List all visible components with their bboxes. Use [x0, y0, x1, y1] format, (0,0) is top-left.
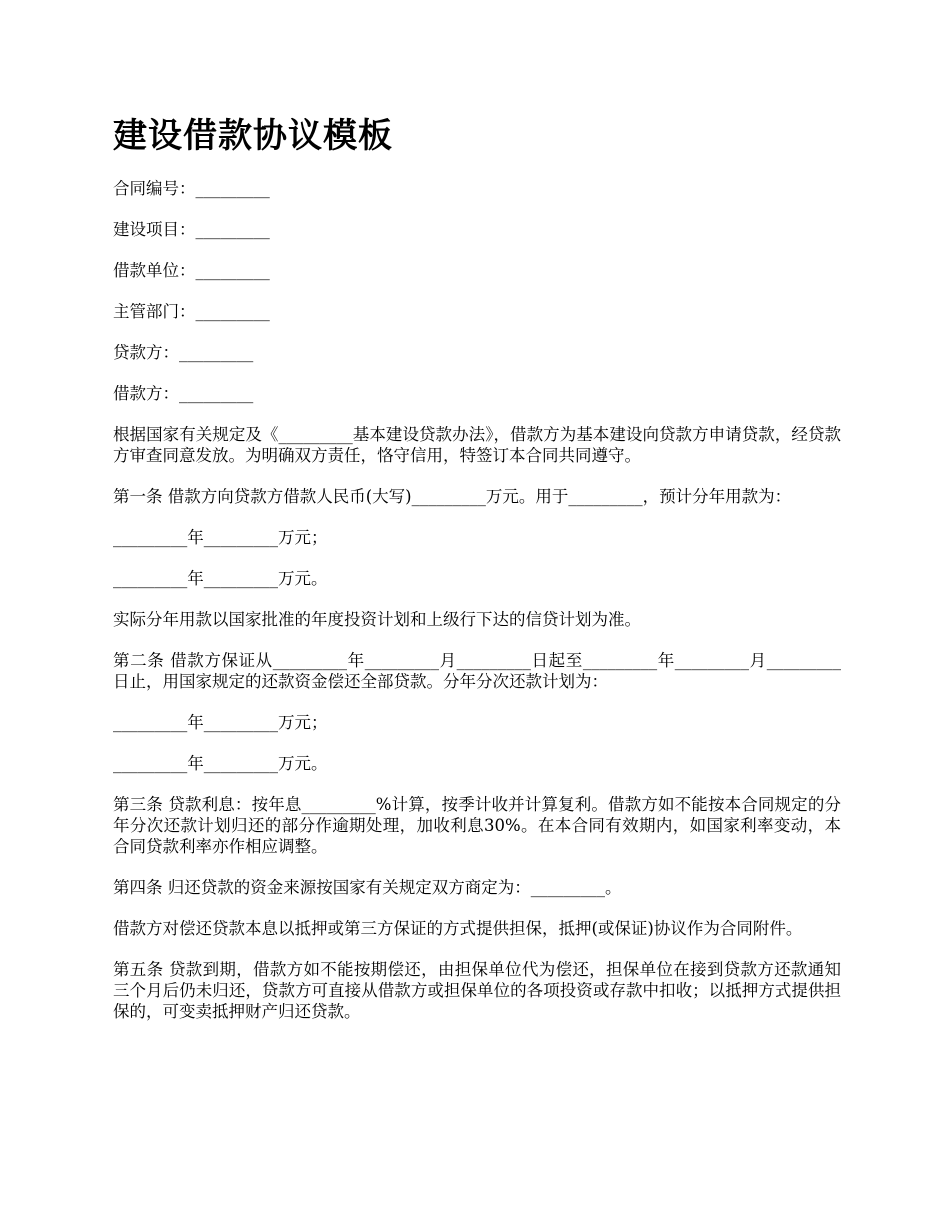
article-1-line-1: _________年_________万元；: [113, 528, 328, 547]
article-2-line-2: _________年_________万元。: [113, 754, 328, 773]
document-title: 建设借款协议模板: [113, 116, 393, 156]
article-1-line-2: _________年_________万元。: [113, 569, 328, 588]
field-borrower: 借款方：_________: [113, 384, 254, 403]
field-lender: 贷款方：_________: [113, 343, 254, 362]
field-borrower-unit: 借款单位：_________: [113, 261, 270, 280]
preamble-paragraph: 根据国家有关规定及《_________基本建设贷款办法》，借款方为基本建设向贷款方申请贷款，经贷款方审查同意发放。为明确双方责任，恪守信用，特签订本合同共同遵守。: [113, 425, 841, 465]
field-project: 建设项目：_________: [113, 220, 270, 239]
article-5: 第五条 贷款到期，借款方如不能按期偿还，由担保单位代为偿还，担保单位在接到贷款方还款通知三个月后仍未归还，贷款方可直接从借款方或担保单位的各项投资或存款中扣收；以抵押方式提供担保的，可变卖抵押财产归还贷款。: [113, 960, 841, 1021]
article-2-line-1: _________年_________万元；: [113, 713, 328, 732]
field-contract-number: 合同编号：_________: [113, 179, 270, 198]
article-3: 第三条 贷款利息：按年息_________%计算，按季计收并计算复利。借款方如不能按本合同规定的分年分次还款计划归还的部分作逾期处理，加收利息30%。在本合同有效期内，如国家利率变动，本合同贷款利率亦作相应调整。: [113, 795, 841, 856]
article-1-note: 实际分年用款以国家批准的年度投资计划和上级行下达的信贷计划为准。: [113, 610, 641, 629]
document-page: [113, 112, 841, 1042]
article-1: 第一条 借款方向贷款方借款人民币(大写)_________万元。用于_________，预计分年用款为：: [113, 487, 792, 506]
article-4-note: 借款方对偿还贷款本息以抵押或第三方保证的方式提供担保，抵押(或保证)协议作为合同附件。: [113, 919, 803, 938]
field-department: 主管部门：_________: [113, 302, 270, 321]
article-2: 第二条 借款方保证从_________年_________月_________日起至_________年_________月_________日止，用国家规定的还款资金偿还全部贷款。分年分次还款计划为：: [113, 651, 841, 691]
article-4: 第四条 归还贷款的资金来源按国家有关规定双方商定为：_________。: [113, 878, 622, 897]
